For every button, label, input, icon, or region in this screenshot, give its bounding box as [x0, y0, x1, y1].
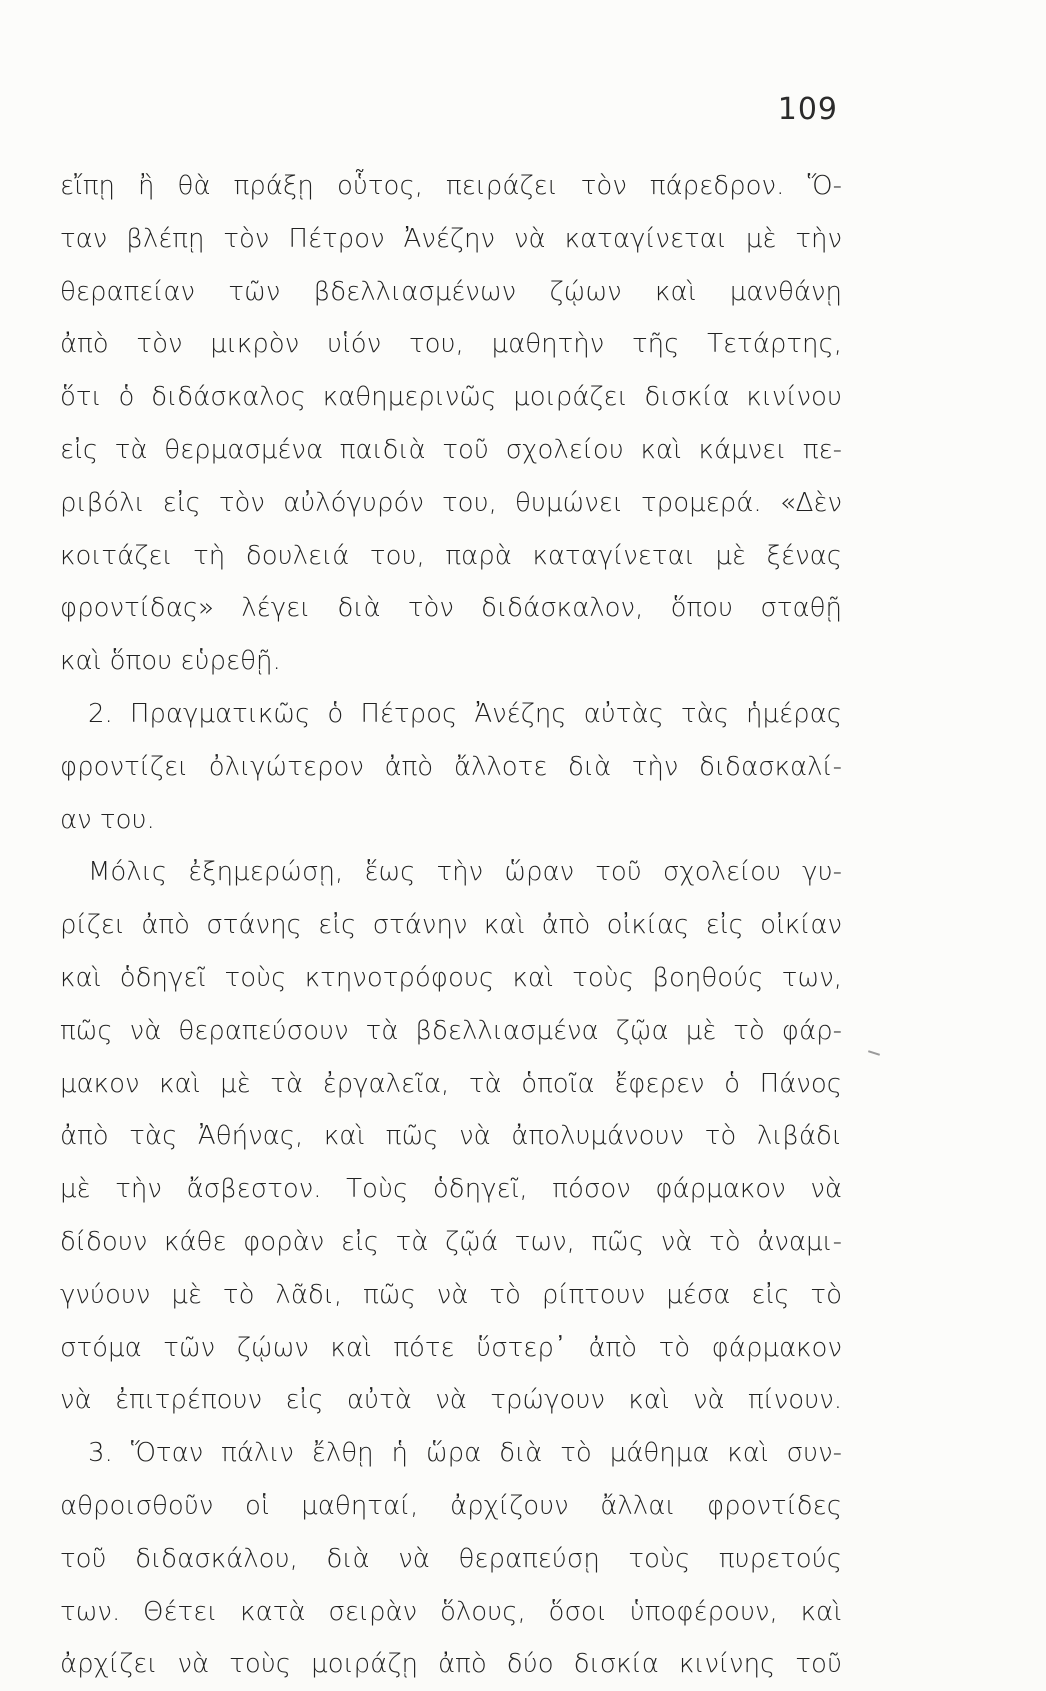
- text-line: ὅτι ὁ διδάσκαλος καθημερινῶς μοιράζει δισκία κινίνου: [60, 382, 842, 413]
- text-line: μὲ τὴν ἄσβεστον. Τοὺς ὁδηγεῖ, πόσον φάρμακον νὰ: [60, 1174, 842, 1205]
- text-line: θεραπείαν τῶν βδελλιασμένων ζῴων καὶ μανθάνῃ: [60, 276, 842, 307]
- text-line: ταν βλέπῃ τὸν Πέτρον Ἀνέζην νὰ καταγίνεται μὲ τὴν: [60, 223, 842, 254]
- text-line: 2. Πραγματικῶς ὁ Πέτρος Ἀνέζης αὐτὰς τὰς ἡμέρας: [88, 698, 842, 729]
- text-line: μακον καὶ μὲ τὰ ἐργαλεῖα, τὰ ὁποῖα ἔφερεν ὁ Πάνος: [60, 1068, 842, 1099]
- text-line: κοιτάζει τὴ δουλειά του, παρὰ καταγίνεται μὲ ξένας: [60, 540, 842, 571]
- text-line: καὶ ὅπου εὑρεθῇ.: [60, 646, 281, 677]
- text-line: στόμα τῶν ζῴων καὶ πότε ὕστερ᾽ ἀπὸ τὸ φάρμακον: [60, 1332, 842, 1363]
- margin-mark: [868, 1050, 880, 1056]
- body-text: [60, 160, 842, 1691]
- text-line: ἀρχίζει νὰ τοὺς μοιράζῃ ἀπὸ δύο δισκία κινίνης τοῦ: [60, 1649, 842, 1680]
- text-line: ρίζει ἀπὸ στάνης εἰς στάνην καὶ ἀπὸ οἰκίας εἰς οἰκίαν: [60, 910, 842, 941]
- text-line: εἰς τὰ θερμασμένα παιδιὰ τοῦ σχολείου καὶ κάμνει πε-: [60, 434, 842, 465]
- text-line: ριβόλι εἰς τὸν αὐλόγυρόν του, θυμώνει τρομερά. «Δὲν: [60, 487, 842, 518]
- text-line: φροντίζει ὀλιγώτερον ἀπὸ ἄλλοτε διὰ τὴν διδασκαλί-: [60, 751, 842, 782]
- text-line: δίδουν κάθε φορὰν εἰς τὰ ζῷά των, πῶς νὰ τὸ ἀναμι-: [60, 1226, 842, 1257]
- text-line: καὶ ὁδηγεῖ τοὺς κτηνοτρόφους καὶ τοὺς βοηθούς των,: [60, 962, 842, 993]
- text-line: ἀπὸ τὰς Ἀθήνας, καὶ πῶς νὰ ἀπολυμάνουν τὸ λιβάδι: [60, 1121, 842, 1152]
- text-line: γνύουν μὲ τὸ λᾶδι, πῶς νὰ τὸ ρίπτουν μέσα εἰς τὸ: [60, 1279, 842, 1310]
- text-line: τοῦ διδασκάλου, διὰ νὰ θεραπεύσῃ τοὺς πυρετούς: [60, 1543, 842, 1574]
- text-line: 3. Ὅταν πάλιν ἔλθῃ ἡ ὥρα διὰ τὸ μάθημα καὶ συν-: [88, 1438, 842, 1469]
- text-line: εἴπῃ ἢ θὰ πράξῃ οὗτος, πειράζει τὸν πάρεδρον. Ὅ-: [60, 171, 842, 201]
- text-line: νὰ ἐπιτρέπουν εἰς αὐτὰ νὰ τρώγουν καὶ νὰ πίνουν.: [60, 1385, 842, 1416]
- text-line: των. Θέτει κατὰ σειρὰν ὅλους, ὅσοι ὑποφέρουν, καὶ: [60, 1596, 842, 1627]
- page-number: 109: [777, 92, 838, 127]
- text-line: φροντίδας» λέγει διὰ τὸν διδάσκαλον, ὅπου σταθῇ: [60, 593, 842, 624]
- text-line: ἀπὸ τὸν μικρὸν υἱόν του, μαθητὴν τῆς Τετάρτης,: [60, 329, 842, 360]
- text-line: Μόλις ἐξημερώσῃ, ἕως τὴν ὥραν τοῦ σχολείου γυ-: [88, 857, 842, 888]
- text-line: αθροισθοῦν οἱ μαθηταί, ἀρχίζουν ἄλλαι φροντίδες: [60, 1490, 842, 1521]
- text-line: πῶς νὰ θεραπεύσουν τὰ βδελλιασμένα ζῷα μὲ τὸ φάρ-: [60, 1015, 842, 1046]
- text-line: αν του.: [60, 804, 155, 835]
